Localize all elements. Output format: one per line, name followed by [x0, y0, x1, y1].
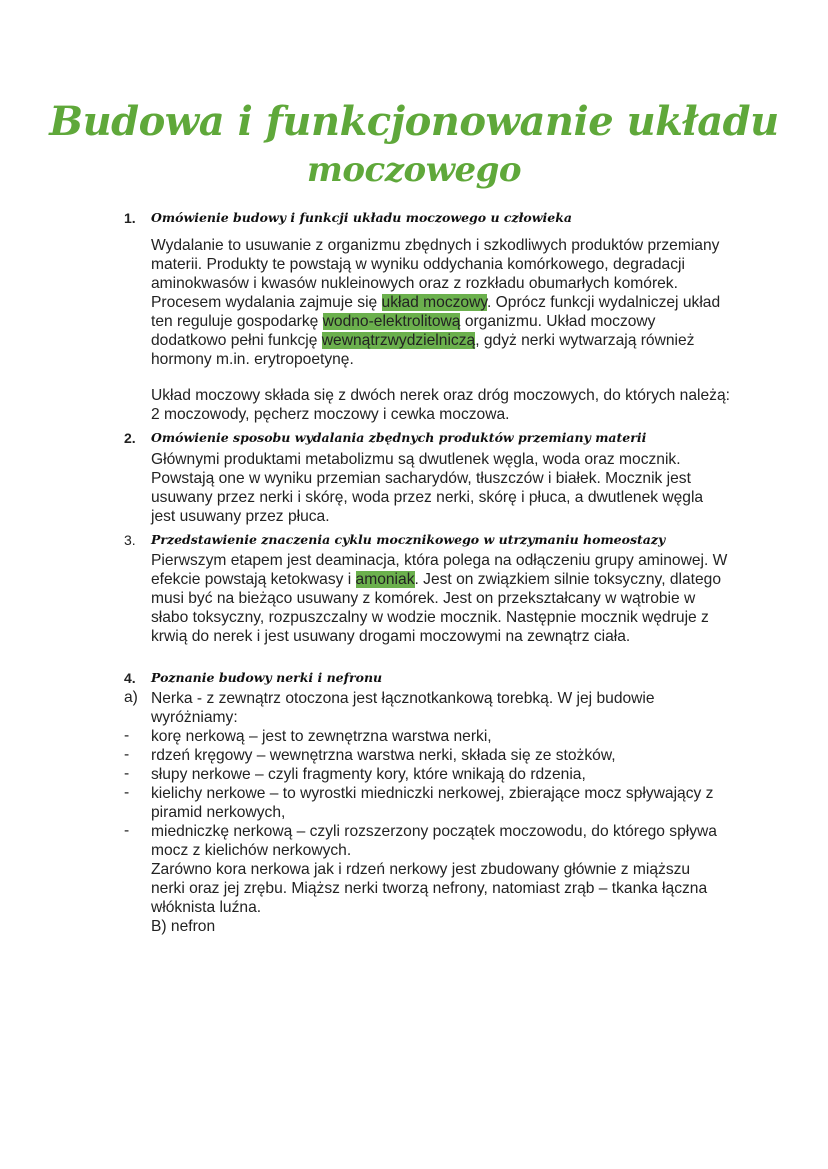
highlight-wewnatrzwydzielnicza: wewnątrzwydzielniczą	[321, 332, 476, 349]
section-1-paragraph-2: Układ moczowy składa się z dwóch nerek oraz dróg moczowych, do których należą: 2 moczowody, pęcherz moczowy i cewka moczowa.	[151, 387, 730, 423]
section-1-number: 1.	[124, 210, 136, 226]
list-bullet: -	[124, 822, 130, 839]
section-3-paragraph: Pierwszym etapem jest deaminacja, która polega na odłączeniu grupy aminowej. W efekcie powstają ketokwasy i amoniak. Jest on związkiem silnie toksyczny, dlatego musi być na bieżąco usuwany z komórek. Jest on przekształcany w wątrobie w słabo toksyczny, rozpuszczalny w wodzie mocznik. Następnie mocznik wędruje z krwią do nerek i jest usuwany drogami moczowymi na zewnątrz ciała.	[151, 552, 728, 645]
list-label-b-nefron: B) nefron	[151, 918, 216, 935]
list-item: rdzeń kręgowy – wewnętrzna warstwa nerki, składa się ze stożków,	[151, 747, 616, 764]
section-3-heading: Przedstawienie znaczenia cyklu mocznikowego w utrzymaniu homeostazy	[151, 532, 666, 547]
section-2-number: 2.	[124, 430, 136, 446]
highlight-uklad-moczowy: układ moczowy	[381, 294, 487, 311]
list-item: miedniczkę nerkową – czyli rozszerzony początek moczowodu, do którego spływa mocz z kielichów nerkowych.	[151, 823, 717, 859]
list-bullet: -	[124, 727, 130, 744]
section-2-paragraph: Głównymi produktami metabolizmu są dwutlenek węgla, woda oraz mocznik. Powstają one w wyniku przemian sacharydów, tłuszczów i białek. Mocznik jest usuwany przez nerki i skórę, woda przez nerki, skórę i płuca, a dwutlenek węgla jest usuwany przez płuca.	[151, 451, 704, 525]
highlight-amoniak: amoniak	[355, 571, 415, 588]
list-item: kielichy nerkowe – to wyrostki miedniczki nerkowej, zbierające mocz spływający z piramid nerkowych,	[151, 785, 714, 821]
section-4-number: 4.	[124, 670, 136, 686]
section-1-heading: Omówienie budowy i funkcji układu moczowego u człowieka	[151, 210, 572, 225]
list-item: słupy nerkowe – czyli fragmenty kory, które wnikają do rdzenia,	[151, 766, 586, 783]
section-3-number: 3.	[124, 532, 136, 548]
section-4-heading: Poznanie budowy nerki i nefronu	[151, 670, 383, 685]
document-title-line-1: Budowa i funkcjonowanie układu	[49, 98, 779, 145]
section-4-closing: Zarówno kora nerkowa jak i rdzeń nerkowy jest zbudowany głównie z miąższu nerki oraz jej zrębu. Miąższ nerki tworzą nefrony, natomiast zrąb – tkanka łączna włóknista luźna.	[151, 861, 708, 916]
highlight-wodno-elektrolitowa: wodno-elektrolitową	[322, 313, 461, 330]
section-1-paragraph-1: Wydalanie to usuwanie z organizmu zbędnych i szkodliwych produktów przemiany materii. Produkty te powstają w wyniku oddychania komórkowego, degradacji aminokwasów i kwasów nukleinowych oraz z rozkładu obumarłych komórek. Procesem wydalania zajmuje się układ moczowy. Oprócz funkcji wydalniczej układ ten reguluje gospodarkę wodno-elektrolitową organizmu. Układ moczowy dodatkowo pełni funkcję wewnątrzwydzielniczą, gdyż nerki wytwarzają również hormony m.in. erytropoetynę.	[151, 237, 721, 368]
list-bullet: -	[124, 746, 130, 763]
section-4-intro: Nerka - z zewnątrz otoczona jest łącznotkankową torebką. W jej budowie wyróżniamy:	[151, 690, 655, 726]
list-bullet: -	[124, 765, 130, 782]
list-label-a: a)	[124, 689, 138, 706]
list-item: korę nerkową – jest to zewnętrzna warstwa nerki,	[151, 728, 492, 745]
document-title-line-2: moczowego	[306, 150, 522, 190]
list-bullet: -	[124, 784, 130, 801]
section-2-heading: Omówienie sposobu wydalania zbędnych produktów przemiany materii	[151, 430, 647, 445]
